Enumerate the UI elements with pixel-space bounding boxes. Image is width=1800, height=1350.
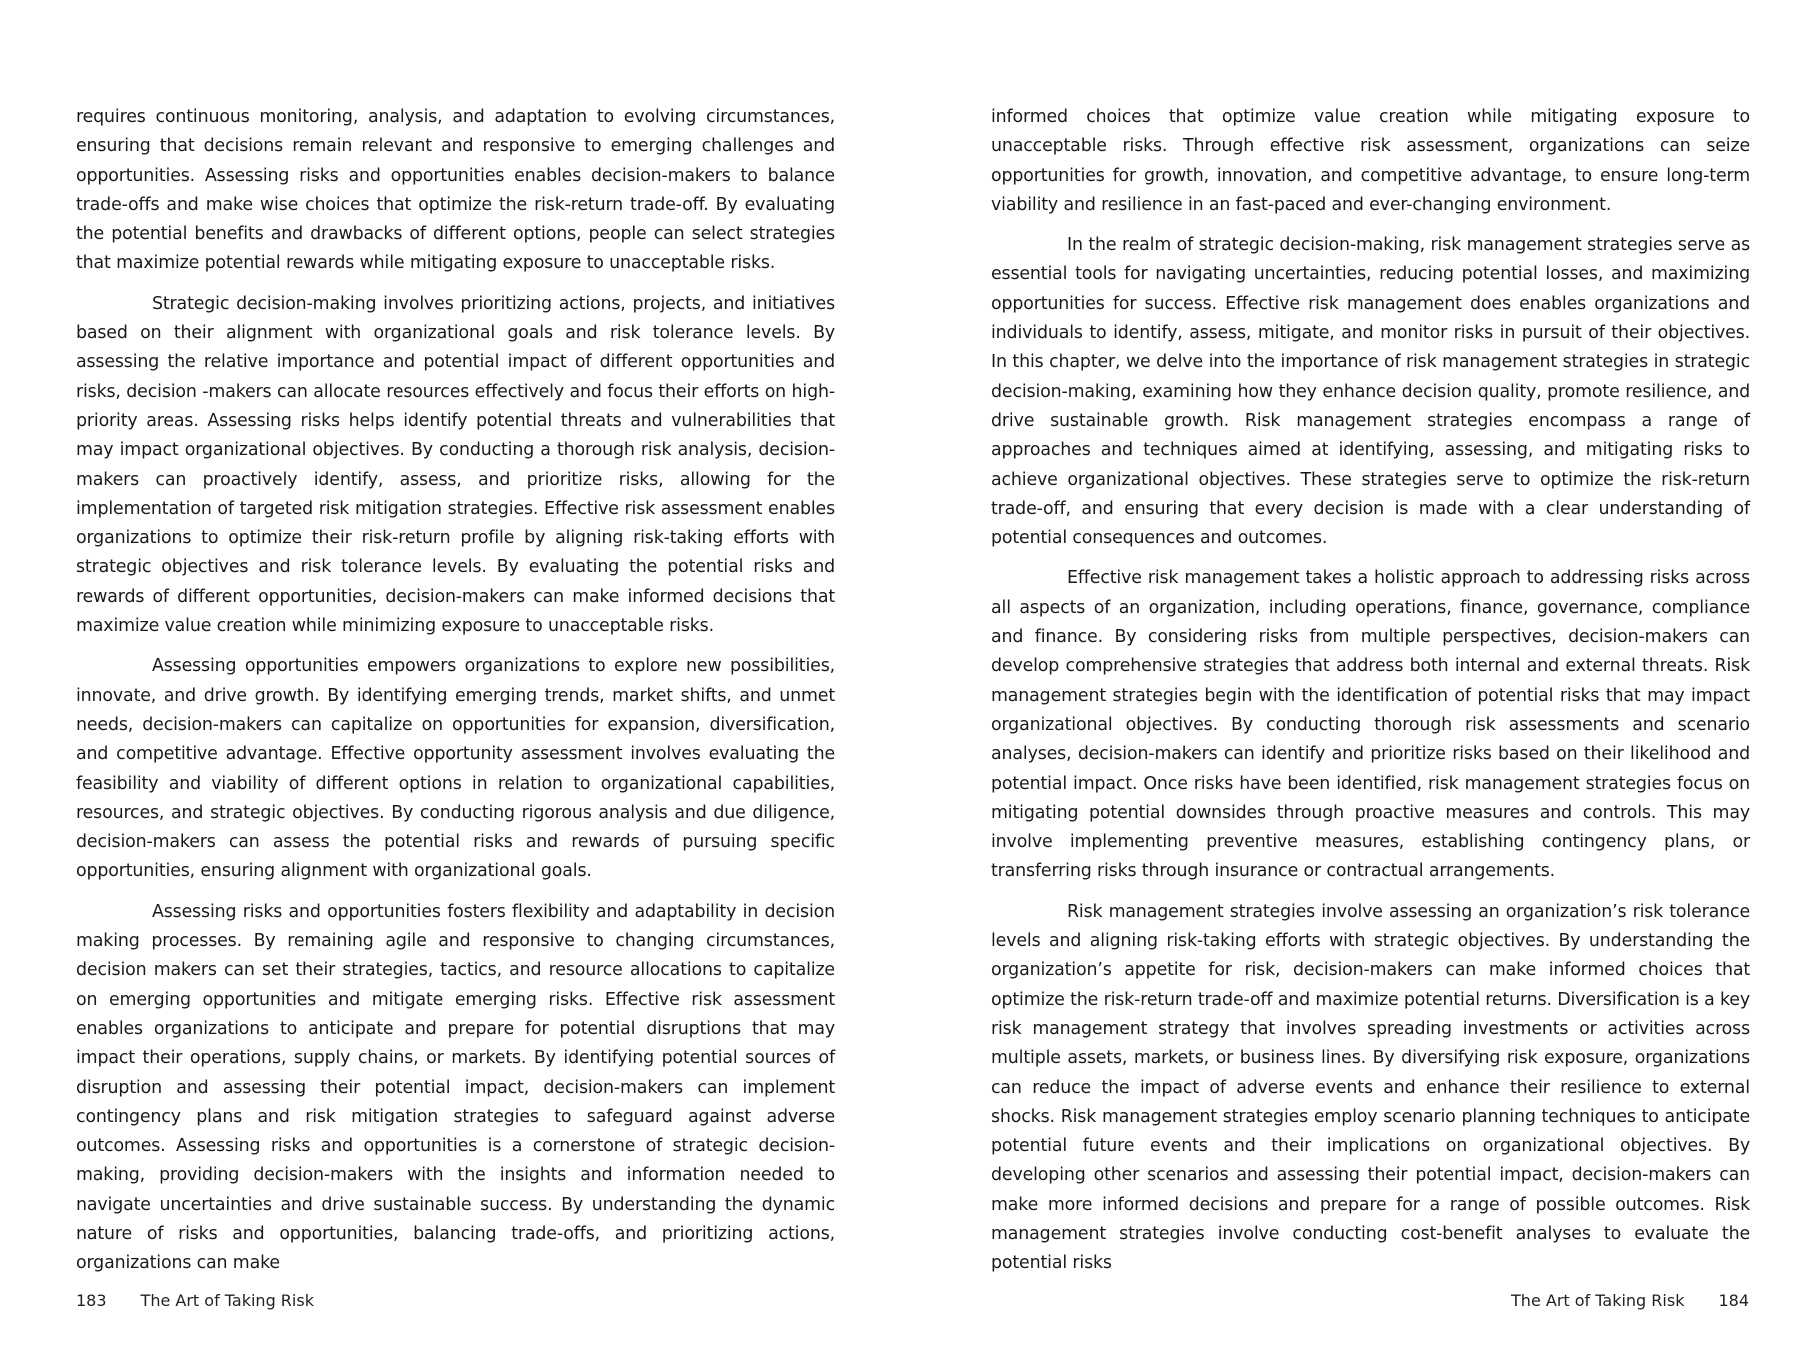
page-number: 183 bbox=[76, 1291, 107, 1310]
paragraph: requires continuous monitoring, analysis, and adaptation to evolving circumstances, ensuring that decisions remain relevant and responsive to emerging challenges and opportunities. Assessing risks and opportunities enables decision-makers to balance trade-offs and make wise choices that optimize the risk-return trade-off. By evaluating the potential benefits and drawbacks of different options, people can select strategies that maximize potential rewards while mitigating exposure to unacceptable risks. bbox=[76, 107, 835, 274]
page-number: 184 bbox=[1718, 1291, 1749, 1310]
paragraph: Assessing opportunities empowers organizations to explore new possibilities, innovate, and drive growth. By identifying emerging trends, market shifts, and unmet needs, decision-makers can capitalize on opportunities for expansion, diversification, and competitive advantage. Effective opportunity assessment involves evaluating the feasibility and viability of different options in relation to organizational capabilities, resources, and strategic objectives. By conducting rigorous analysis and due diligence, decision-makers can assess the potential risks and rewards of pursuing specific opportunities, ensuring alignment with organizational goals. bbox=[76, 656, 835, 882]
paragraph: Effective risk management takes a holistic approach to addressing risks across all aspects of an organization, including operations, finance, governance, compliance and finance. By considering risks from multiple perspectives, decision-makers can develop comprehensive strategies that address both internal and external threats. Risk management strategies begin with the identification of potential risks that may impact organizational objectives. By conducting thorough risk assessments and scenario analyses, decision-makers can identify and prioritize risks based on their likelihood and potential impact. Once risks have been identified, risk management strategies focus on mitigating potential downsides through proactive measures and controls. This may involve implementing preventive measures, establishing contingency plans, or transferring risks through insurance or contractual arrangements. bbox=[991, 568, 1750, 882]
paragraph: Strategic decision-making involves prioritizing actions, projects, and initiatives based on their alignment with organizational goals and risk tolerance levels. By assessing the relative importance and potential impact of different opportunities and risks, decision -makers can allocate resources effectively and focus their efforts on high-priority areas. Assessing risks helps identify potential threats and vulnerabilities that may impact organizational objectives. By conducting a thorough risk analysis, decision-makers can proactively identify, assess, and prioritize risks, allowing for the implementation of targeted risk mitigation strategies. Effective risk assessment enables organizations to optimize their risk-return profile by aligning risk-taking efforts with strategic objectives and risk tolerance levels. By evaluating the potential risks and rewards of different opportunities, decision-makers can make informed decisions that maximize value creation while minimizing exposure to unacceptable risks. bbox=[76, 293, 835, 637]
right-page bbox=[900, 0, 1800, 1350]
paragraph: In the realm of strategic decision-making, risk management strategies serve as essential tools for navigating uncertainties, reducing potential losses, and maximizing opportunities for success. Effective risk management does enables organizations and individuals to identify, assess, mitigate, and monitor risks in pursuit of their objectives. In this chapter, we delve into the importance of risk management strategies in strategic decision-making, examining how they enhance decision quality, promote resilience, and drive sustainable growth. Risk management strategies encompass a range of approaches and techniques aimed at identifying, assessing, and mitigating risks to achieve organizational objectives. These strategies serve to optimize the risk-return trade-off, and ensuring that every decision is made with a clear understanding of potential consequences and outcomes. bbox=[991, 235, 1750, 549]
right-page-footer bbox=[1511, 1291, 1749, 1310]
paragraph: Risk management strategies involve assessing an organization’s risk tolerance levels and aligning risk-taking efforts with strategic objectives. By understanding the organization’s appetite for risk, decision-makers can make informed choices that optimize the risk-return trade-off and maximize potential returns. Diversification is a key risk management strategy that involves spreading investments or activities across multiple assets, markets, or business lines. By diversifying risk exposure, organizations can reduce the impact of adverse events and enhance their resilience to external shocks. Risk management strategies employ scenario planning techniques to anticipate potential future events and their implications on organizational objectives. By developing other scenarios and assessing their potential impact, decision-makers can make more informed decisions and prepare for a range of possible outcomes. Risk management strategies involve conducting cost-benefit analyses to evaluate the potential risks bbox=[991, 901, 1750, 1274]
running-title: The Art of Taking Risk bbox=[1511, 1291, 1685, 1310]
running-title: The Art of Taking Risk bbox=[140, 1291, 314, 1310]
paragraph: informed choices that optimize value creation while mitigating exposure to unacceptable risks. Through effective risk assessment, organizations can seize opportunities for growth, innovation, and competitive advantage, to ensure long-term viability and resilience in an fast-paced and ever-changing environment. bbox=[991, 107, 1750, 215]
paragraph: Assessing risks and opportunities fosters flexibility and adaptability in decision making processes. By remaining agile and responsive to changing circumstances, decision makers can set their strategies, tactics, and resource allocations to capitalize on emerging opportunities and mitigate emerging risks. Effective risk assessment enables organizations to anticipate and prepare for potential disruptions that may impact their operations, supply chains, or markets. By identifying potential sources of disruption and assessing their potential impact, decision-makers can implement contingency plans and risk mitigation strategies to safeguard against adverse outcomes. Assessing risks and opportunities is a cornerstone of strategic decision-making, providing decision-makers with the insights and information needed to navigate uncertainties and drive sustainable success. By understanding the dynamic nature of risks and opportunities, balancing trade-offs, and prioritizing actions, organizations can make bbox=[76, 901, 835, 1274]
left-page-body bbox=[76, 103, 835, 1290]
left-page-footer bbox=[76, 1291, 314, 1310]
right-page-body bbox=[991, 103, 1750, 1290]
